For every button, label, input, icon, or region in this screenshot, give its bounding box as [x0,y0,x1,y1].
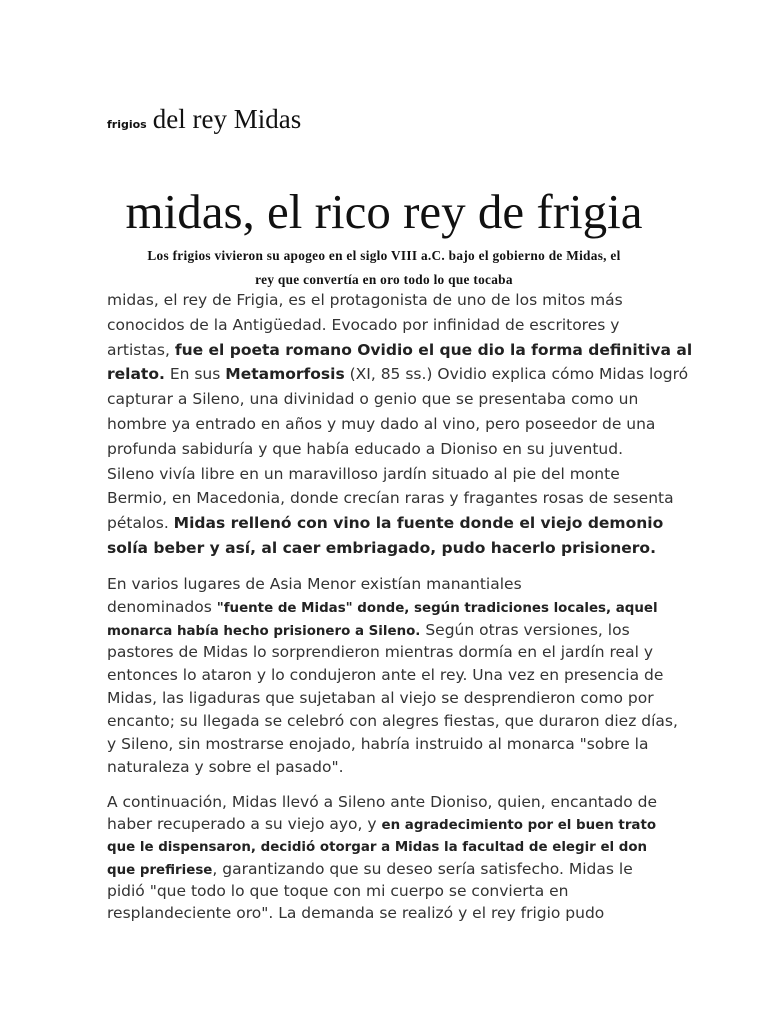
subtitle-line: Los frigios vivieron su apogeo en el siglo VIII a.C. bajo el gobierno de Midas, el [147,248,621,263]
text-line [107,536,667,561]
text-run: pétalos. [107,514,174,533]
bold-text: que le dispensaron, decidió otorgar a Midas la facultad de elegir el don [107,840,648,856]
text-run: artistas, [107,340,175,359]
text-line: A continuación, Midas llevó a Sileno ante Dioniso, quien, encantado de [107,792,657,811]
text-line: resplandeciente oro". La demanda se realizó y el rey frigio pudo [107,904,605,923]
text-line: hombre ya entrado en años y muy dado al vino, pero poseedor de una [107,414,656,433]
paragraph-1 [107,288,693,561]
text-line [107,511,667,536]
text-line: entonces lo ataron y lo condujeron ante el rey. Una vez en presencia de [107,666,664,685]
paragraph-3 [107,791,667,925]
header-large-text: del rey Midas [152,104,302,134]
text-line [107,858,667,880]
text-line [107,619,667,642]
text-run: (XI, 85 ss.) Ovidio explica cómo Midas logró [344,365,689,384]
text-line: Midas, las ligaduras que sujetaban al viejo se desprendieron como por [107,689,654,708]
text-line [107,338,693,363]
article-subtitle [100,244,668,292]
text-line: capturar a Sileno, una divinidad o genio que se presentaba como un [107,390,639,409]
paragraph-2 [107,573,678,779]
article-title: midas, el rico rey de frigia [125,184,643,239]
bold-text: que prefiriese [107,862,213,878]
bold-text: relato. [107,365,165,384]
text-line [107,362,689,387]
bold-text: fue el poeta romano Ovidio el que dio la forma definitiva al [174,340,693,359]
bold-text: Metamorfosis [225,365,345,384]
article-body [107,288,693,937]
bold-text: solía beber y así, al caer embriagado, pudo hacerlo prisionero. [107,538,656,557]
header-small-text: frigios [107,118,147,131]
text-line: Bermio, en Macedonia, donde crecían raras y fragantes rosas de sesenta [107,489,674,508]
bold-text: "fuente de Midas" donde, según tradiciones locales, aquel [216,600,658,616]
text-run: denominados [107,597,217,616]
text-line [107,596,667,619]
text-line: y Sileno, sin mostrarse enojado, habría instruido al monarca "sobre la [107,735,649,753]
text-line [107,813,667,835]
bold-text: monarca había hecho prisionero a Sileno. [107,623,421,639]
text-line: Sileno vivía libre en un maravilloso jardín situado al pie del monte [107,464,620,483]
text-line: naturaleza y sobre el pasado". [107,757,344,776]
text-line: midas, el rey de Frigia, es el protagonista de uno de los mitos más [107,291,623,309]
text-line: conocidos de la Antigüedad. Evocado por infinidad de escritores y [107,315,620,334]
subtitle-line: rey que convertía en oro todo lo que tocaba [255,272,513,287]
text-run: , garantizando que su deseo sería satisfecho. Midas le [212,859,633,878]
text-run: haber recuperado a su viejo ayo, y [107,815,382,834]
bold-text: Midas rellenó con vino la fuente donde el viejo demonio [173,514,664,533]
text-line: encanto; su llegada se celebró con alegres fiestas, que duraron diez días, [107,712,678,731]
bold-text: en agradecimiento por el buen trato [381,818,657,834]
page-header [107,104,301,135]
text-line: En varios lugares de Asia Menor existían manantiales [107,574,522,593]
text-line: pastores de Midas lo sorprendieron mientras dormía en el jardín real y [107,643,653,662]
text-run: Según otras versiones, los [420,620,630,639]
text-run: En sus [164,365,226,384]
text-line: pidió "que todo lo que toque con mi cuerpo se convierta en [107,881,569,900]
text-line [107,835,667,857]
text-line: profunda sabiduría y que había educado a Dioniso en su juventud. [107,439,624,458]
